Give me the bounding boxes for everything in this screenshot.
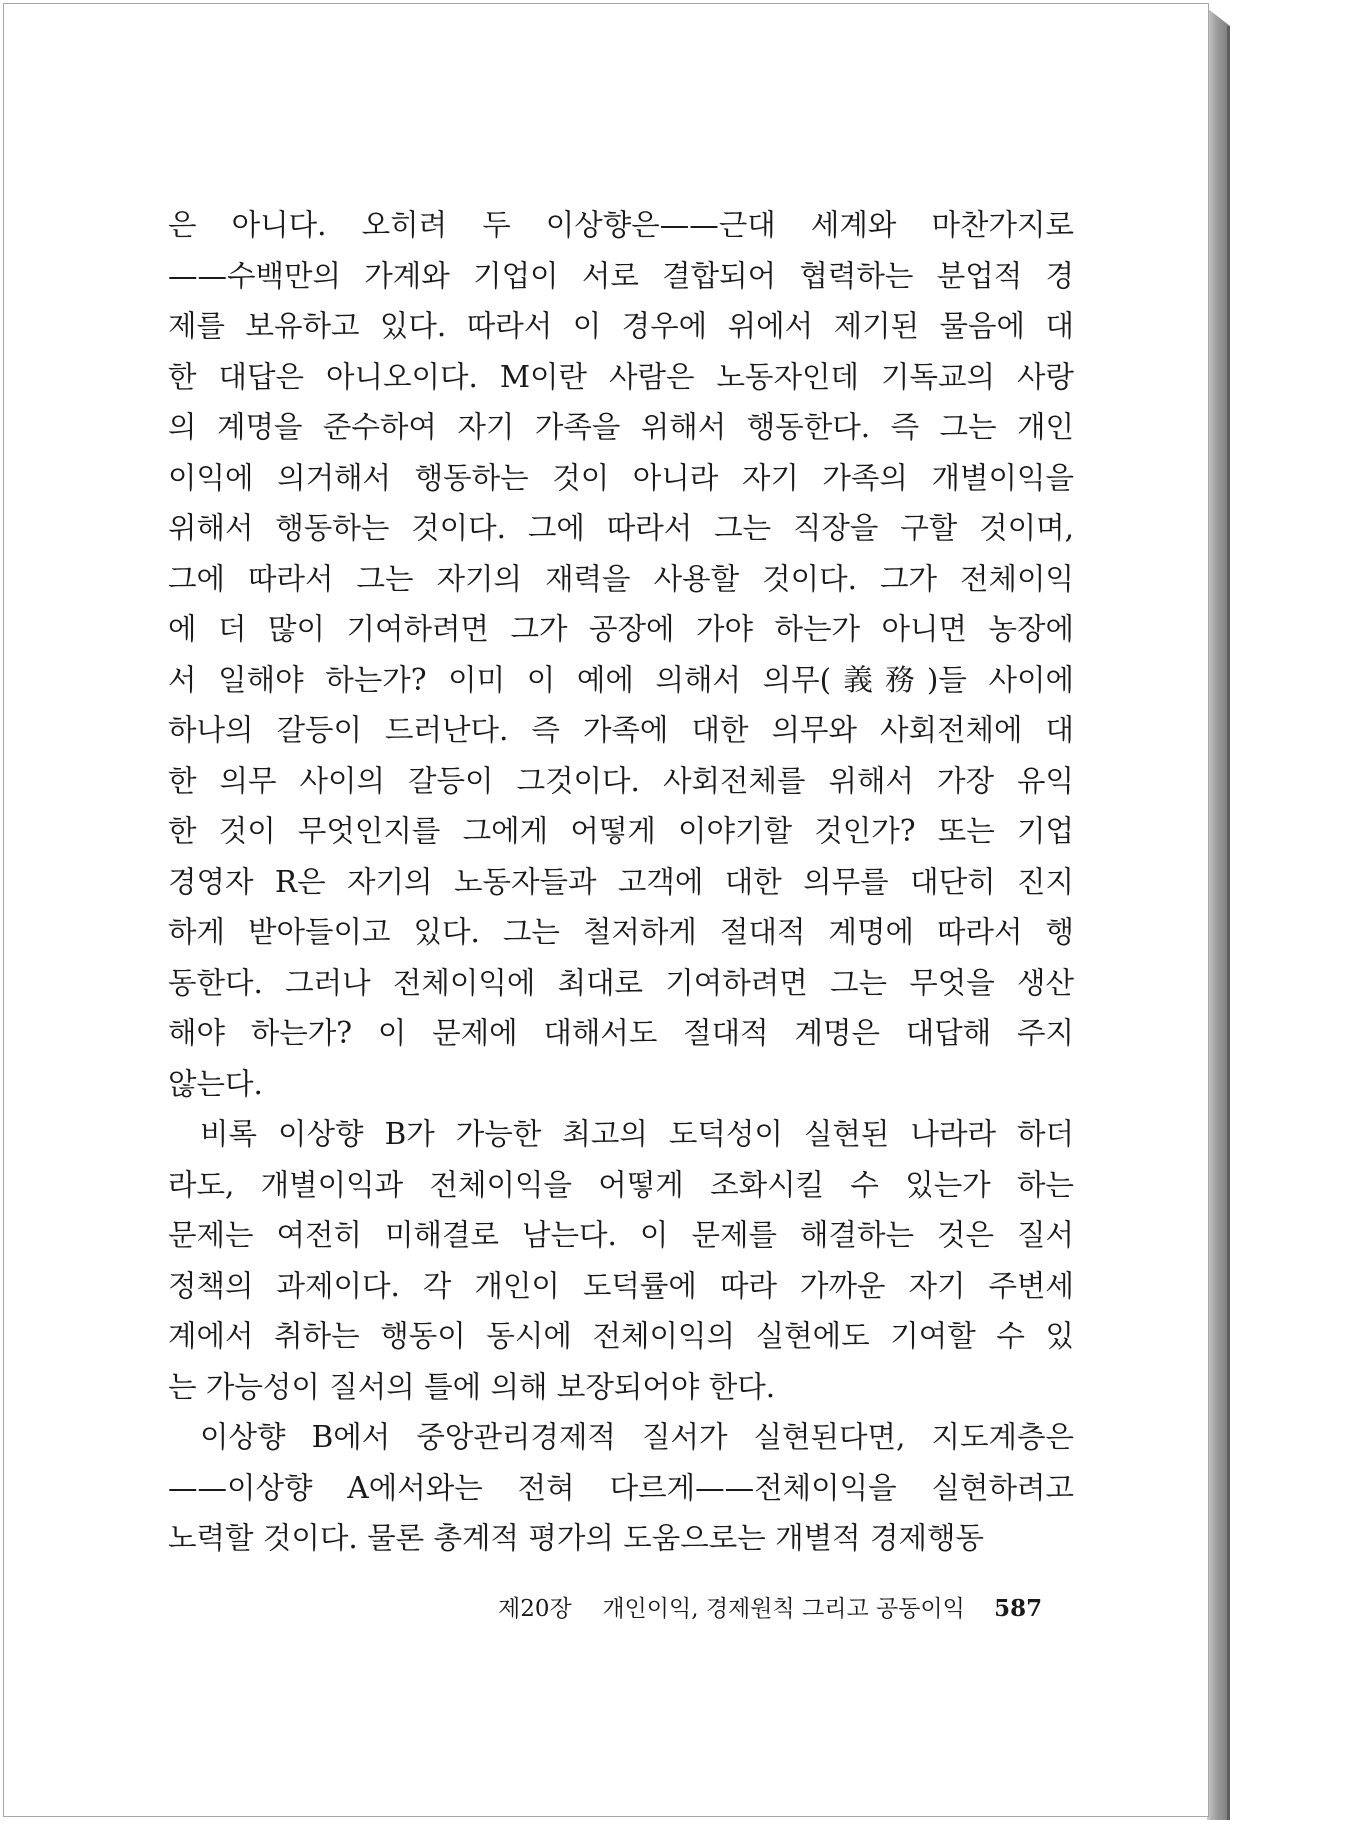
text-line: 에 더 많이 기여하려면 그가 공장에 가야 하는가 아니면 농장에 [168,612,1074,646]
text-line: 은 아니다. 오히려 두 이상향은——근대 세계와 마찬가지로 [168,208,1074,242]
text-line: 않는다. [168,1066,263,1101]
text-line: 계에서 취하는 행동이 동시에 전체이익의 실현에도 기여할 수 있 [168,1319,1074,1353]
text-line: 는 가능성이 질서의 틀에 의해 보장되어야 한다. [168,1369,776,1404]
footer-chapter-title: 개인이익, 경제원칙 그리고 공동이익 [602,1596,965,1622]
text-line: 한 의무 사이의 갈등이 그것이다. 사회전체를 위해서 가장 유익 [168,763,1074,798]
text-line: 경영자 R은 자기의 노동자들과 고객에 대한 의무를 대단히 진지 [168,864,1074,899]
text-line: 동한다. 그러나 전체이익에 최대로 기여하려면 그는 무엇을 생산 [168,965,1074,1000]
text-line: ——수백만의 가계와 기업이 서로 결합되어 협력하는 분업적 경 [168,258,1074,293]
text-line: 서 일해야 하는가? 이미 이 예에 의해서 의무(義務)들 사이에 [168,662,1074,697]
text-line: 한 것이 무엇인지를 그에게 어떻게 이야기할 것인가? 또는 기업 [168,814,1074,848]
text-line: 해야 하는가? 이 문제에 대해서도 절대적 계명은 대답해 주지 [168,1016,1074,1050]
paragraph [168,200,1074,1109]
footer-chapter: 제20장 [498,1596,572,1622]
paragraph [168,1412,1074,1564]
body-text [168,200,1074,1564]
text-line: 제를 보유하고 있다. 따라서 이 경우에 위에서 제기된 물음에 대 [168,309,1074,343]
text-line: 그에 따라서 그는 자기의 재력을 사용할 것이다. 그가 전체이익 [168,561,1074,596]
running-footer [498,1594,1052,1624]
paragraph [168,1109,1074,1412]
text-line: 문제는 여전히 미해결로 남는다. 이 문제를 해결하는 것은 질서 [168,1218,1074,1252]
text-line: 위해서 행동하는 것이다. 그에 따라서 그는 직장을 구할 것이며, [168,511,1074,545]
text-line: 이상향 B에서 중앙관리경제적 질서가 실현된다면, 지도계층은 [200,1420,1074,1454]
text-line: 정책의 과제이다. 각 개인이 도덕률에 따라 가까운 자기 주변세 [168,1268,1074,1303]
text-line: 비록 이상향 B가 가능한 최고의 도덕성이 실현된 나라라 하더 [200,1117,1074,1151]
text-line: 의 계명을 준수하여 자기 가족을 위해서 행동한다. 즉 그는 개인 [168,410,1074,444]
text-line: ——이상향 A에서와는 전혀 다르게——전체이익을 실현하려고 [168,1470,1074,1505]
page-number: 587 [994,1595,1043,1622]
text-line: 한 대답은 아니오이다. M이란 사람은 노동자인데 기독교의 사랑 [168,359,1074,394]
page-edge-line [1227,26,1230,1820]
text-line: 라도, 개별이익과 전체이익을 어떻게 조화시킬 수 있는가 하는 [168,1167,1074,1202]
text-line: 하게 받아들이고 있다. 그는 철저하게 절대적 계명에 따라서 행 [168,915,1074,949]
text-line: 이익에 의거해서 행동하는 것이 아니라 자기 가족의 개별이익을 [168,460,1074,495]
text-line: 하나의 갈등이 드러난다. 즉 가족에 대한 의무와 사회전체에 대 [168,713,1074,747]
text-line: 노력할 것이다. 물론 총계적 평가의 도움으로는 개별적 경제행동 [168,1521,984,1555]
